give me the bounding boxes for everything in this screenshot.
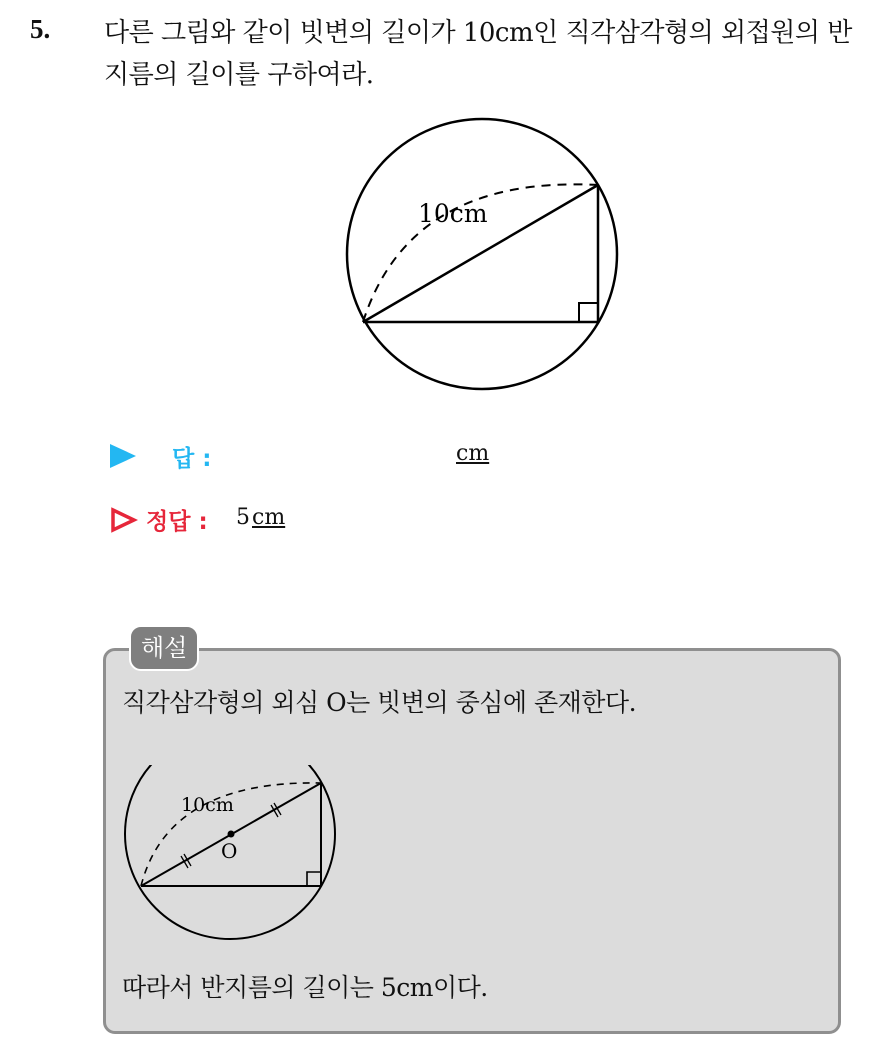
- question-number: 5.: [30, 14, 51, 44]
- explanation-line-2: 따라서 반지름의 길이는 5cm이다.: [122, 973, 488, 1002]
- answer-row: [108, 440, 528, 472]
- outline-play-icon: [110, 507, 138, 533]
- center-point-o: [228, 831, 235, 838]
- correct-answer-row: [108, 503, 428, 537]
- explanation-line-1: 직각삼각형의 외심 O는 빗변의 중심에 존재한다.: [122, 688, 637, 717]
- explanation-tab: 해설: [129, 625, 199, 671]
- question-text: 다른 그림와 같이 빗변의 길이가 10cm인 직각삼각형의 외접원의 반지름의 길이를 구하여라.: [104, 18, 852, 90]
- hypotenuse-label: 10cm: [418, 199, 488, 228]
- hypotenuse-label: 10cm: [181, 794, 234, 816]
- answer-label: 답 :: [172, 446, 212, 472]
- right-angle-mark: [307, 872, 321, 886]
- correct-answer: [236, 505, 285, 530]
- explanation-figure: [118, 765, 348, 950]
- correct-answer-label: 정답 :: [146, 509, 208, 535]
- correct-answer-value: 5: [236, 505, 250, 530]
- play-icon: [110, 444, 136, 468]
- answer-unit: cm: [456, 441, 490, 466]
- circumcircle-figure: [330, 110, 640, 410]
- right-angle-mark: [579, 303, 598, 322]
- center-label: O: [221, 839, 238, 863]
- correct-answer-unit: cm: [252, 505, 286, 530]
